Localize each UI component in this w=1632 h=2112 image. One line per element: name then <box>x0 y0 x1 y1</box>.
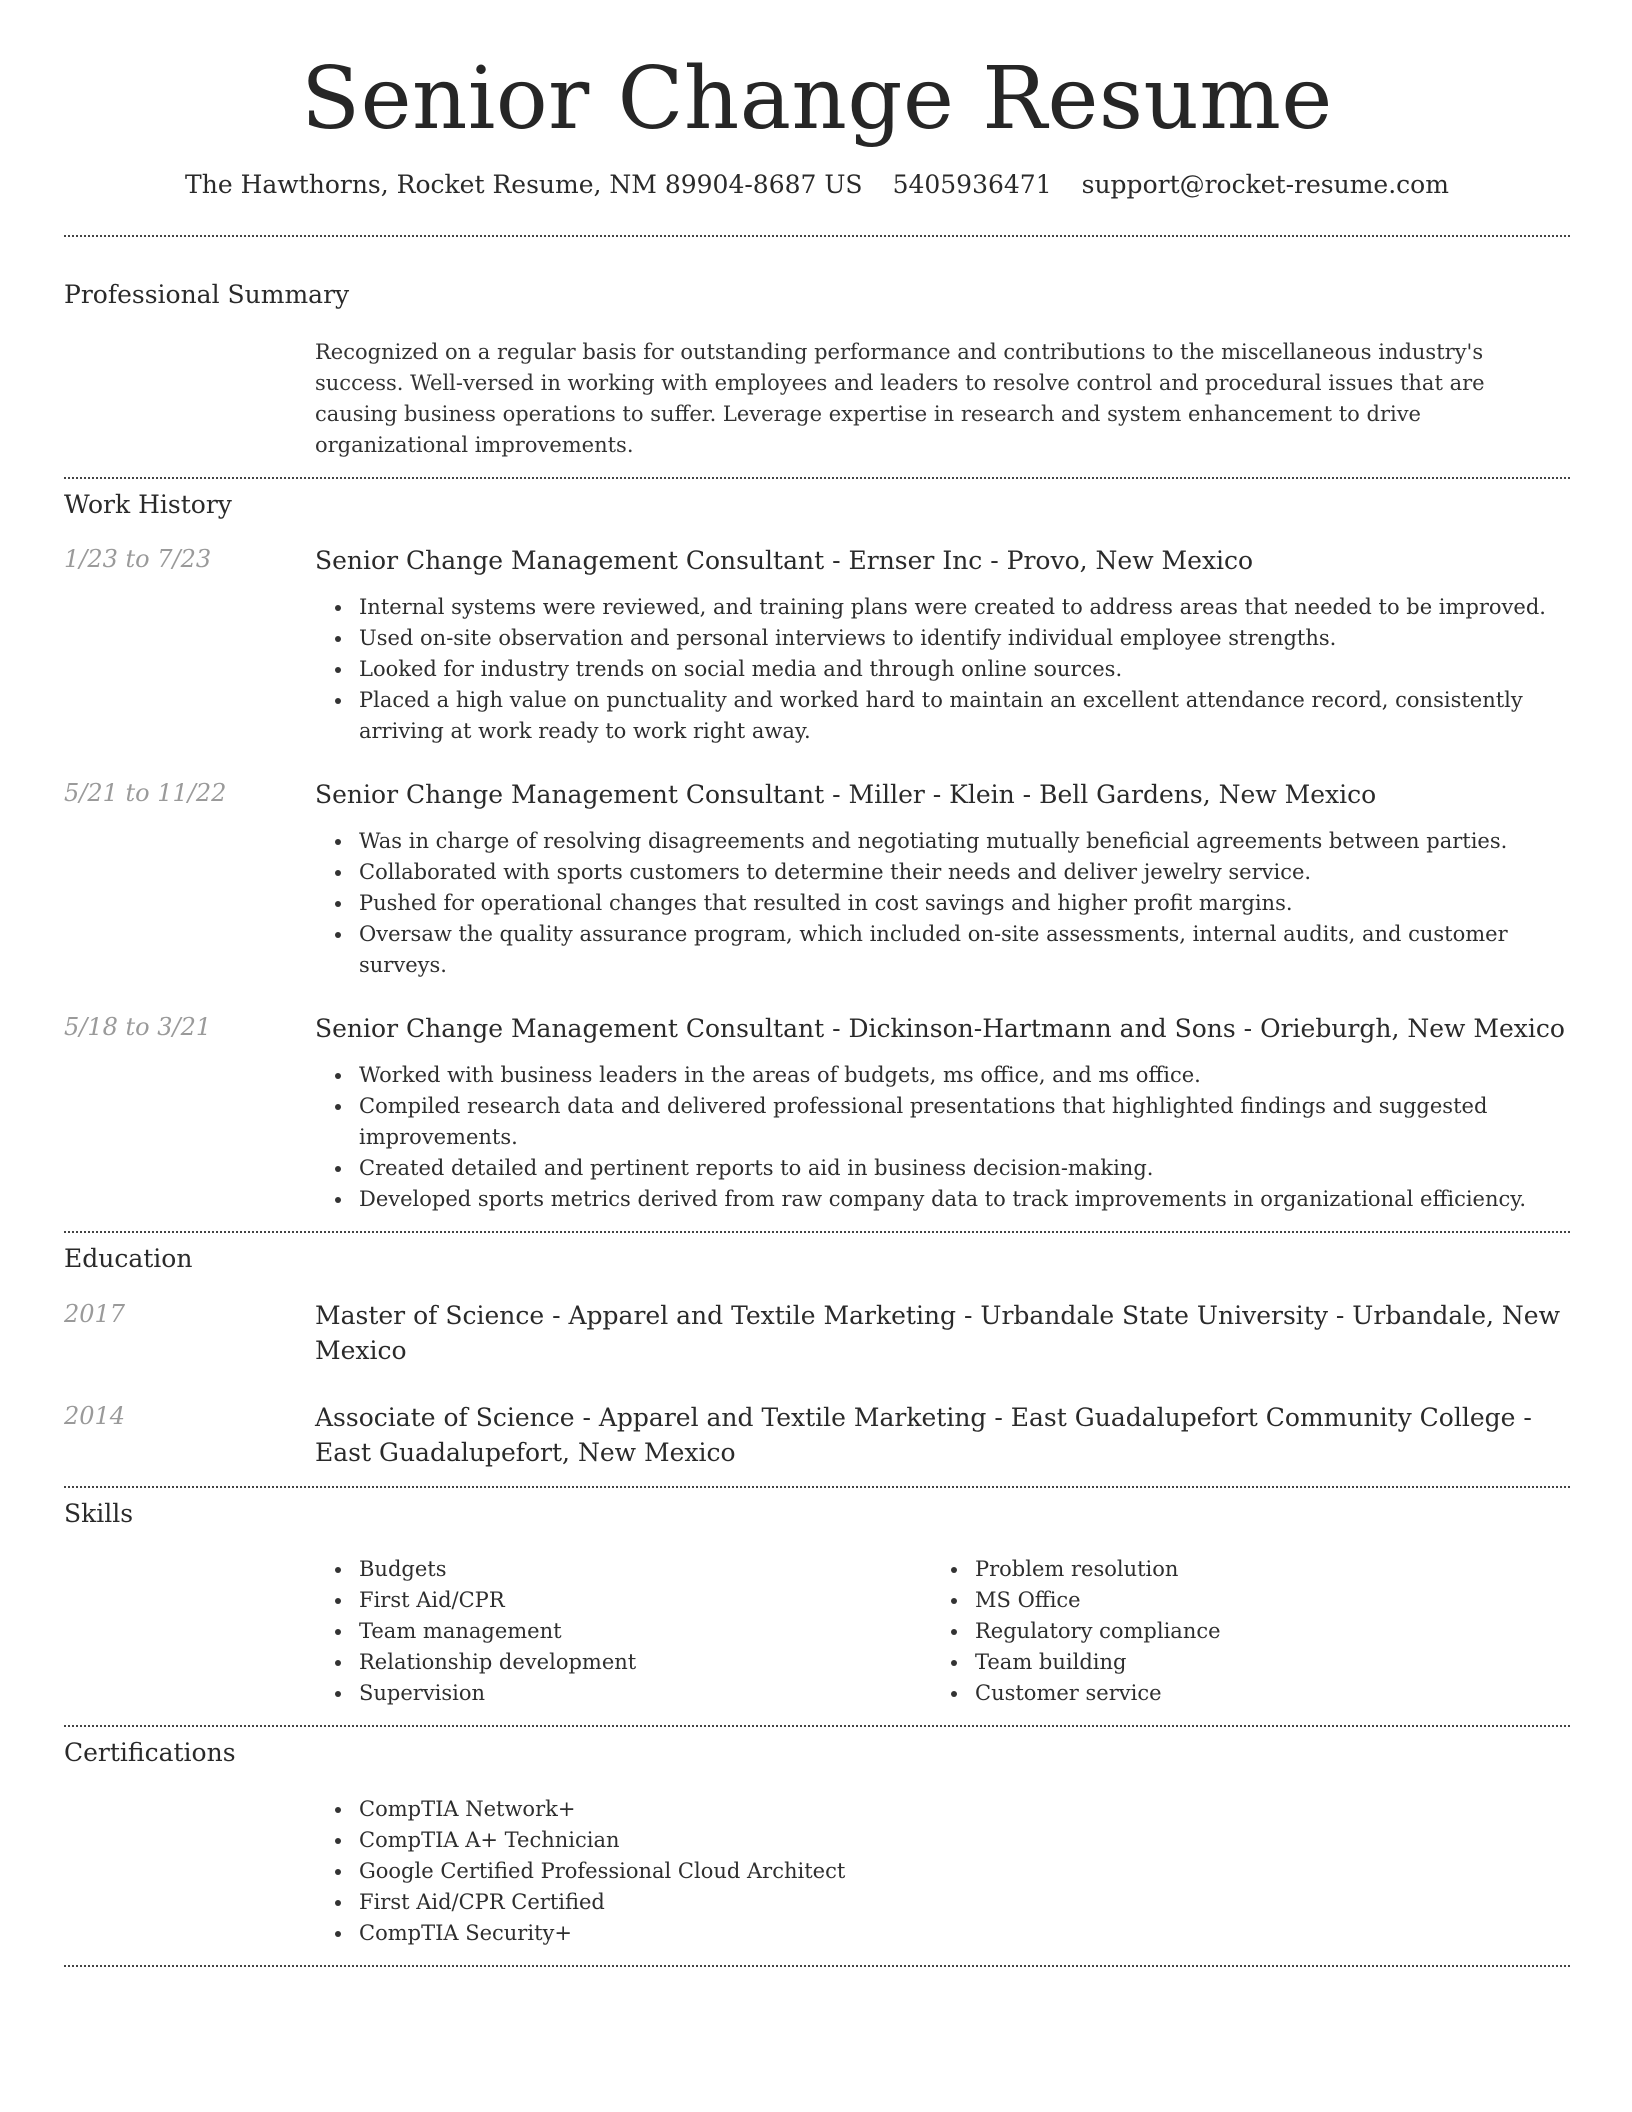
list-item: CompTIA Network+ <box>359 1794 1570 1825</box>
list-item: Budgets <box>359 1554 931 1585</box>
job-bullets <box>315 826 1570 981</box>
job-entry <box>64 777 1570 981</box>
resume-page <box>64 0 1570 1967</box>
education-text: Master of Science - Apparel and Textile Marketing - Urbandale State University - Urbandale, New Mexico <box>315 1300 1560 1365</box>
skills-list-right <box>931 1554 1547 1709</box>
skills-list-left <box>315 1554 931 1709</box>
certifications-list <box>315 1794 1570 1949</box>
list-item: Regulatory compliance <box>975 1616 1547 1647</box>
summary-heading: Professional Summary <box>64 280 350 310</box>
divider <box>64 1725 1570 1727</box>
list-item: Compiled research data and delivered professional presentations that highlighted findings and suggested improvements. <box>359 1091 1570 1153</box>
resume-name: Senior Change Resume <box>301 49 1333 149</box>
education-year: 2014 <box>64 1401 126 1430</box>
job-title: Senior Change Management Consultant - Miller - Klein - Bell Gardens, New Mexico <box>315 780 1377 810</box>
certifications-row <box>64 1794 1570 1949</box>
divider <box>64 235 1570 237</box>
education-text: Associate of Science - Apparel and Textile Marketing - East Guadalupefort Community College - East Guadalupefort, New Mexico <box>315 1402 1532 1467</box>
list-item: CompTIA Security+ <box>359 1918 1570 1949</box>
skills-row <box>64 1554 1570 1709</box>
summary-text: Recognized on a regular basis for outstanding performance and contributions to the miscellaneous industry's success. Well-versed in working with employees and leaders to resolve control and procedural issues that are causing business operations to suffer. Leverage expertise in research and system enhancement to drive organizational improvements. <box>315 339 1485 457</box>
list-item: MS Office <box>975 1585 1547 1616</box>
job-dates: 5/21 to 11/22 <box>64 779 227 808</box>
list-item: Pushed for operational changes that resulted in cost savings and higher profit margins. <box>359 888 1570 919</box>
skills-heading: Skills <box>64 1498 134 1528</box>
list-item: Supervision <box>359 1678 931 1709</box>
list-item: Customer service <box>975 1678 1547 1709</box>
list-item: Collaborated with sports customers to determine their needs and deliver jewelry service. <box>359 857 1570 888</box>
list-item: Placed a high value on punctuality and worked hard to maintain an excellent attendance record, consistently arriving at work ready to work right away. <box>359 685 1570 747</box>
contact-line <box>64 169 1570 202</box>
skills-grid <box>315 1554 1570 1709</box>
summary-row <box>64 337 1570 461</box>
certifications-heading: Certifications <box>64 1738 236 1768</box>
email: support@rocket-resume.com <box>1081 169 1449 199</box>
list-item: Internal systems were reviewed, and training plans were created to address areas that needed to be improved. <box>359 592 1570 623</box>
job-title: Senior Change Management Consultant - Dickinson-Hartmann and Sons - Orieburgh, New Mexico <box>315 1014 1565 1044</box>
divider <box>64 1965 1570 1967</box>
education-heading: Education <box>64 1244 193 1274</box>
list-item: Created detailed and pertinent reports to aid in business decision-making. <box>359 1153 1570 1184</box>
list-item: First Aid/CPR Certified <box>359 1887 1570 1918</box>
education-year: 2017 <box>64 1299 126 1328</box>
list-item: Team building <box>975 1647 1547 1678</box>
job-dates: 5/18 to 3/21 <box>64 1013 212 1042</box>
job-entry <box>64 543 1570 747</box>
divider <box>64 1486 1570 1488</box>
phone: 5405936471 <box>892 169 1052 199</box>
list-item: Worked with business leaders in the areas of budgets, ms office, and ms office. <box>359 1060 1570 1091</box>
job-dates: 1/23 to 7/23 <box>64 545 212 574</box>
job-bullets <box>315 592 1570 747</box>
education-entry <box>64 1298 1570 1368</box>
list-item: First Aid/CPR <box>359 1585 931 1616</box>
list-item: Was in charge of resolving disagreements and negotiating mutually beneficial agreements between parties. <box>359 826 1570 857</box>
education-entry <box>64 1400 1570 1470</box>
list-item: Team management <box>359 1616 931 1647</box>
list-item: Google Certified Professional Cloud Architect <box>359 1856 1570 1887</box>
job-title: Senior Change Management Consultant - Ernser Inc - Provo, New Mexico <box>315 546 1254 576</box>
address: The Hawthorns, Rocket Resume, NM 89904-8687 US <box>185 169 863 199</box>
job-bullets <box>315 1060 1570 1215</box>
job-entry <box>64 1011 1570 1215</box>
divider <box>64 477 1570 479</box>
list-item: Used on-site observation and personal interviews to identify individual employee strengths. <box>359 623 1570 654</box>
divider <box>64 1231 1570 1233</box>
list-item: Developed sports metrics derived from raw company data to track improvements in organizational efficiency. <box>359 1184 1570 1215</box>
list-item: CompTIA A+ Technician <box>359 1825 1570 1856</box>
work-heading: Work History <box>64 489 232 519</box>
list-item: Problem resolution <box>975 1554 1547 1585</box>
list-item: Relationship development <box>359 1647 931 1678</box>
list-item: Looked for industry trends on social media and through online sources. <box>359 654 1570 685</box>
list-item: Oversaw the quality assurance program, which included on-site assessments, internal audits, and customer surveys. <box>359 919 1570 981</box>
